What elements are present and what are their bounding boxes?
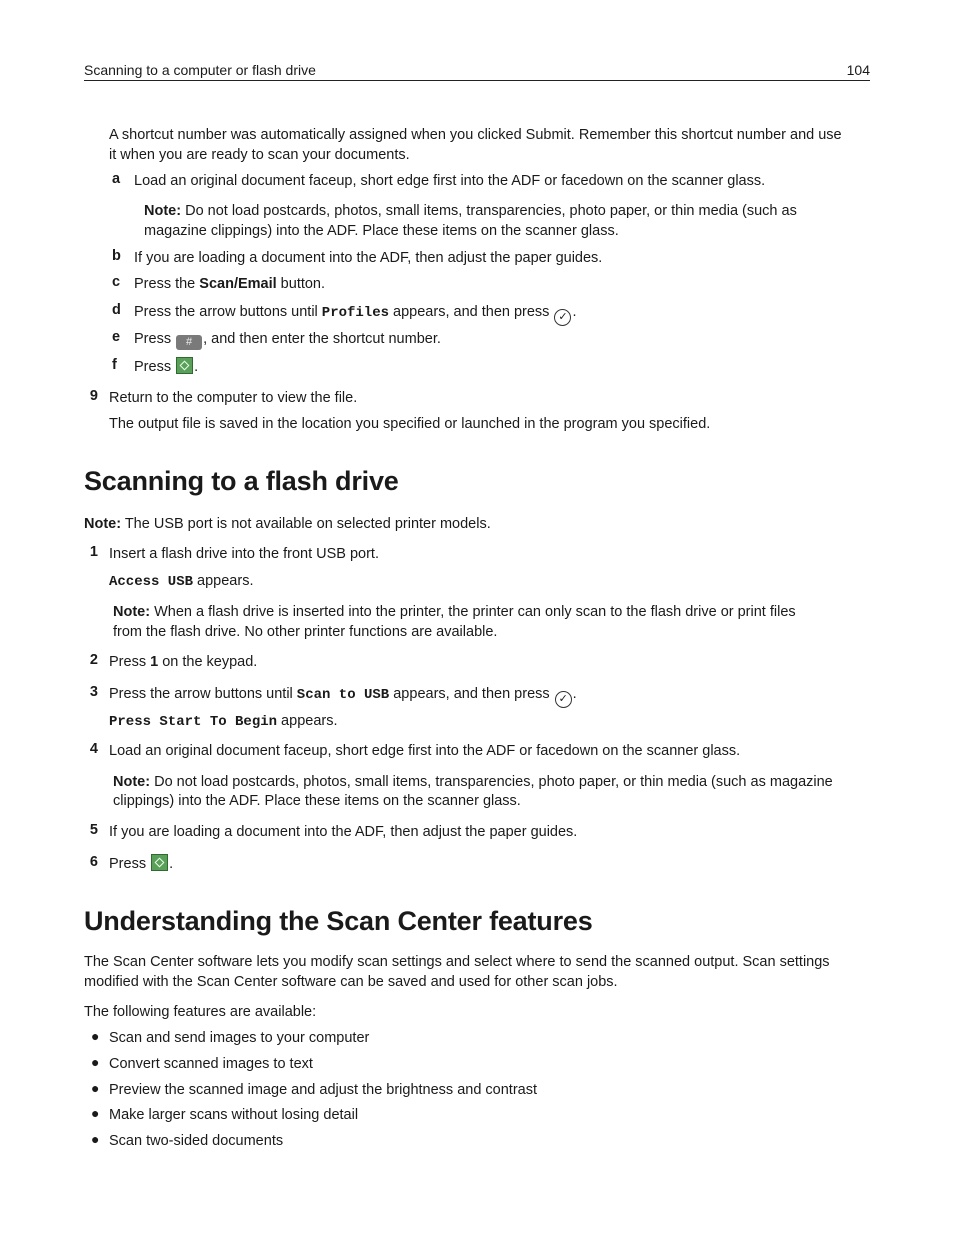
step-3-post: appears, and then press xyxy=(389,686,554,702)
substep-d-end: . xyxy=(572,304,577,320)
start-button-icon xyxy=(176,357,193,374)
step-4-number: 4 xyxy=(89,741,98,757)
substep-f-letter: f xyxy=(112,357,117,373)
bullet-icon: ● xyxy=(91,1028,100,1044)
bullet-icon: ● xyxy=(91,1131,100,1147)
check-circle-icon: ✓ xyxy=(555,691,572,708)
list-item: Make larger scans without losing detail xyxy=(109,1107,359,1123)
substep-c-letter: c xyxy=(112,274,121,290)
note-text: Do not load postcards, photos, small items, transparencies, photo paper, or thin media (such as magazine xyxy=(150,774,833,790)
note-a-line-1 xyxy=(144,201,797,221)
step-6-pre: Press xyxy=(109,856,151,872)
note-text: When a flash drive is inserted into the printer, the printer can only scan to the flash drive or print files xyxy=(150,604,796,620)
step-1-number: 1 xyxy=(89,544,98,560)
section-heading-scan-center: Understanding the Scan Center features xyxy=(84,906,593,936)
step-3-pre: Press the arrow buttons until xyxy=(109,686,297,702)
note-label: Note: xyxy=(144,203,182,219)
intro-line-1: A shortcut number was automatically assigned when you clicked Submit. Remember this shortcut number and use xyxy=(109,127,842,143)
substep-a-text: Load an original document faceup, short edge first into the ADF or facedown on the scanner glass. xyxy=(134,173,766,189)
note-label: Note: xyxy=(84,516,122,532)
list-item: Scan and send images to your computer xyxy=(109,1030,370,1046)
keypad-1-label: 1 xyxy=(150,654,159,670)
press-start-display-text: Press Start To Begin xyxy=(109,714,278,730)
step-6-number: 6 xyxy=(89,854,98,870)
note-text: Do not load postcards, photos, small items, transparencies, photo paper, or thin media (such as xyxy=(181,203,797,219)
note-label: Note: xyxy=(113,604,151,620)
step-1-text: Insert a flash drive into the front USB port. xyxy=(109,546,379,562)
note-label: Note: xyxy=(113,774,151,790)
step-9-number: 9 xyxy=(89,388,98,404)
flash-note xyxy=(84,514,491,534)
substep-f-pre: Press xyxy=(134,359,176,375)
substep-d-text xyxy=(134,302,577,326)
step-3-text xyxy=(109,684,577,708)
scan-email-label: Scan/Email xyxy=(199,276,277,292)
step-6-text xyxy=(109,854,173,874)
bullet-icon: ● xyxy=(91,1054,100,1070)
step-9-text: Return to the computer to view the file. xyxy=(109,390,358,406)
step-3-display xyxy=(109,711,338,732)
bullet-icon: ● xyxy=(91,1080,100,1096)
substep-f-end: . xyxy=(194,359,199,375)
step-3-post2: appears. xyxy=(277,713,338,729)
check-circle-icon: ✓ xyxy=(554,309,571,326)
substep-e-text xyxy=(134,329,441,350)
running-header: Scanning to a computer or flash drive xyxy=(84,62,316,78)
note-text: The USB port is not available on selected printer models. xyxy=(121,516,491,532)
substep-d-pre: Press the arrow buttons until xyxy=(134,304,322,320)
list-item: Scan two-sided documents xyxy=(109,1133,284,1149)
step-3-end: . xyxy=(572,686,577,702)
step-2-text xyxy=(109,652,257,672)
substep-d-letter: d xyxy=(112,302,121,318)
step-9-detail: The output file is saved in the location you specified or launched in the program you specified. xyxy=(109,416,711,432)
start-button-icon xyxy=(151,854,168,871)
substep-a-letter: a xyxy=(112,171,121,187)
substep-c-pre: Press the xyxy=(134,276,200,292)
features-lead: The following features are available: xyxy=(84,1004,317,1020)
substep-c-text xyxy=(134,274,325,294)
step-1-post: appears. xyxy=(193,573,254,589)
substep-f-text xyxy=(134,357,198,377)
substep-e-letter: e xyxy=(112,329,121,345)
substep-b-letter: b xyxy=(112,248,121,264)
substep-b-text: If you are loading a document into the ADF, then adjust the paper guides. xyxy=(134,250,603,266)
step-4-note-line-1 xyxy=(113,772,833,792)
step-5-number: 5 xyxy=(89,822,98,838)
section-heading-flash-drive: Scanning to a flash drive xyxy=(84,466,399,496)
bullet-icon: ● xyxy=(91,1105,100,1121)
step-1-display xyxy=(109,571,253,592)
profiles-display-text: Profiles xyxy=(321,305,390,321)
step-2-number: 2 xyxy=(89,652,98,668)
access-usb-display-text: Access USB xyxy=(109,574,194,590)
intro-line-2: it when you are ready to scan your documents. xyxy=(109,147,410,163)
step-5-text: If you are loading a document into the ADF, then adjust the paper guides. xyxy=(109,824,578,840)
step-3-number: 3 xyxy=(89,684,98,700)
substep-d-post: appears, and then press xyxy=(389,304,554,320)
step-4-note-line-2: clippings) into the ADF. Place these items on the scanner glass. xyxy=(113,793,521,809)
substep-e-post: , and then enter the shortcut number. xyxy=(203,331,441,347)
step-1-note-line-1 xyxy=(113,602,796,622)
substep-e-pre: Press xyxy=(134,331,176,347)
step-2-post: on the keypad. xyxy=(158,654,258,670)
scan-center-para-line-2: modified with the Scan Center software can be saved and used for other scan jobs. xyxy=(84,974,618,990)
page-number: 104 xyxy=(846,62,870,78)
step-2-pre: Press xyxy=(109,654,151,670)
step-4-text: Load an original document faceup, short edge first into the ADF or facedown on the scanner glass. xyxy=(109,743,741,759)
header-rule xyxy=(84,80,870,81)
list-item: Convert scanned images to text xyxy=(109,1056,313,1072)
scan-center-para-line-1: The Scan Center software lets you modify scan settings and select where to send the scanned output. Scan settings xyxy=(84,954,830,970)
substep-c-post: button. xyxy=(276,276,326,292)
step-6-end: . xyxy=(169,856,174,872)
hash-key-icon: # xyxy=(176,335,202,350)
step-1-note-line-2: from the flash drive. No other printer functions are available. xyxy=(113,624,498,640)
scan-to-usb-display-text: Scan to USB xyxy=(296,687,390,703)
note-a-line-2: magazine clippings) into the ADF. Place these items on the scanner glass. xyxy=(144,223,619,239)
list-item: Preview the scanned image and adjust the brightness and contrast xyxy=(109,1082,538,1098)
